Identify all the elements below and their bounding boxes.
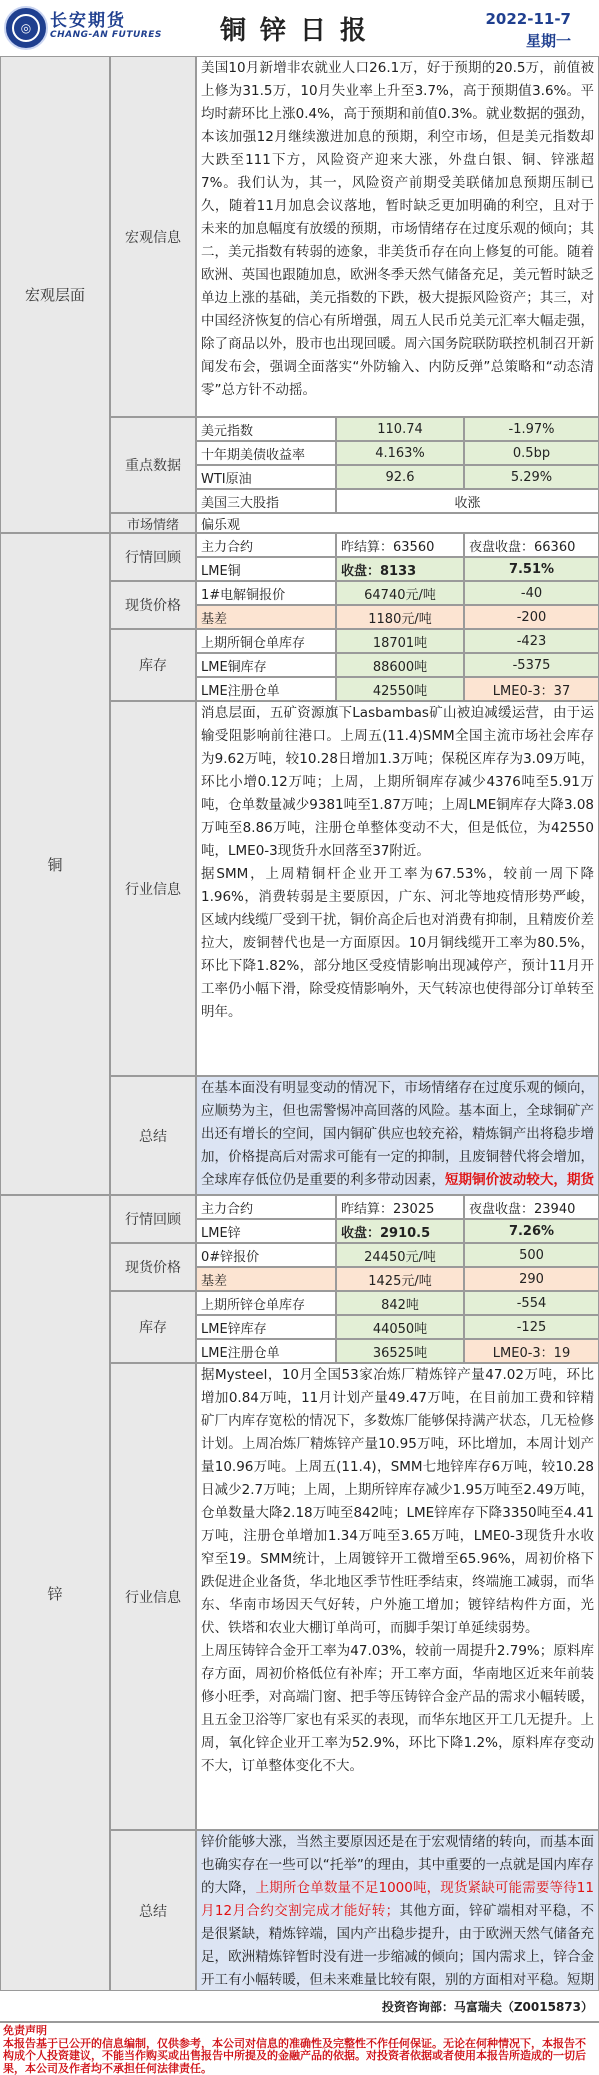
copper-night-close: 夜盘收盘：66360 [464,533,599,557]
copper-inventory-change: LME0-3：37 [464,677,599,701]
copper-summary-block [196,1076,599,1195]
copper-inventory-change: -5375 [464,653,599,677]
copper-industry-text: 消息层面，五矿资源旗下Lasbambas矿山被迫减缓运营，由于运输受阻影响前往港口。上周五(11.4)SMM全国主流市场社会库存为9.62万吨，较10.28日增加1.3万吨；保税区库存为3.09万吨，环比小增0.12万吨；上周，上期所铜库存减少4376吨至5.91万吨，仓单数量减少9381吨至1.87万吨；上周LME铜库存大降3.08万吨至8.86万吨，注册仓单整体变动不大，但是低位，为42550吨，LME0-3现货升水回落至37附近。 据SMM，上周精铜杆企业开工率为67.53%，较前一周下降1.96%，消费转弱是主要原因，广东、河北等地疫情形势严峻，区域内线缆厂受到干扰，铜价高企后也对消费有抑制，且精废价差拉大，废铜替代也是一方面原因。10月铜线缆开工率为80.5%，环比下降1.82%，部分地区受疫情影响出现减停产，预计11月开工率仍小幅下滑，除受疫情影响外，天气转凉也使得部分订单转至明年。 [196,701,599,1076]
zinc-inventory-value: 44050吨 [336,1315,464,1339]
copper-inventory-name: LME铜库存 [196,653,336,677]
copper-inventory-value: 18701吨 [336,629,464,653]
zinc-basis-value: 1425元/吨 [336,1267,464,1291]
logo-emblem-icon: ◎ [12,14,40,42]
zinc-summary-post: 其他方面，锌矿端相对平稳，不是很紧缺，精炼锌端，国内产出稳步提升，由于欧洲天然气储备充足，欧洲精炼锌暂时没有进一步缩减的倾向；国内需求上，锌合金开工有小幅转暖，但未来难量比较有限，别的方面相对平稳。短期 [201,1903,594,1991]
section-macro: 宏观层面 [0,56,110,533]
brand-name-cn: 长安期货 [50,6,126,31]
zinc-inventory-change: LME0-3：19 [464,1339,599,1363]
copper-spot-label: 现货价格 [110,581,196,629]
zinc-industry-label: 行业信息 [110,1363,196,1830]
zinc-summary-highlight: 上期所仓单数量不足1000吨，现货紧缺可能需要等待11月12月合约交割完成才能好转； [201,1880,594,1919]
zinc-lme-label: LME锌 [196,1219,336,1243]
copper-basis-value: 1180元/吨 [336,605,464,629]
report-date-block [485,8,571,52]
macro-key-data-label: 重点数据 [110,417,196,513]
zinc-inventory-name: LME注册仓单 [196,1339,336,1363]
zinc-inventory-change: -125 [464,1315,599,1339]
zinc-review-label: 行情回顾 [110,1195,196,1243]
copper-lme-label: LME铜 [196,557,336,581]
key-data-value: 110.74 [336,417,464,441]
report-title: 铜锌日报 [200,10,400,47]
key-data-change: -1.97% [464,417,599,441]
section-copper: 铜 [0,533,110,1195]
copper-inventory-change: -423 [464,629,599,653]
copper-inventory-label: 库存 [110,629,196,701]
zinc-inventory-name: 上期所锌仓单库存 [196,1291,336,1315]
report-header [0,0,599,58]
copper-inventory-name: LME注册仓单 [196,677,336,701]
copper-main-contract-label: 主力合约 [196,533,336,557]
copper-inventory-value: 88600吨 [336,653,464,677]
key-data-name: 美元指数 [196,417,336,441]
copper-lme-close: 收盘：8133 [336,557,464,581]
copper-inventory-name: 上期所铜仓单库存 [196,629,336,653]
zinc-inventory-name: LME锌库存 [196,1315,336,1339]
copper-spot-change: -40 [464,581,599,605]
zinc-main-contract-label: 主力合约 [196,1195,336,1219]
zinc-basis-name: 基差 [196,1267,336,1291]
macro-info-label: 宏观信息 [110,56,196,417]
section-zinc: 锌 [0,1195,110,1991]
key-data-value: 92.6 [336,465,464,489]
zinc-lme-change: 7.26% [464,1219,599,1243]
copper-basis-change: -200 [464,605,599,629]
zinc-summary-label: 总结 [110,1830,196,1991]
key-data-name: WTI原油 [196,465,336,489]
analyst-contact: 投资咨询部：马富瑞夫（Z0015873） [0,1995,599,2019]
company-logo [4,6,48,50]
disclaimer [0,2021,599,2071]
copper-yesterday-close: 昨结算：63560 [336,533,464,557]
copper-summary-highlight: 短期铜价波动较大，期货 [201,1172,594,1195]
copper-spot-price: 64740元/吨 [336,581,464,605]
zinc-summary-block [196,1830,599,1991]
zinc-industry-text: 据Mysteel，10月全国53家冶炼厂精炼锌产量47.02万吨，环比增加0.84万吨，11月计划产量49.47万吨，在目前加工费和锌精矿厂内库存宽松的情况下，多数炼厂能够保持满产状态，几无检修计划。上周冶炼厂精炼锌产量10.95万吨，环比增加，本周计划产量10.96万吨。上周五(11.4)，SMM七地锌库存6万吨，较10.28日减少2.7万吨；上周，上期所锌库存减少1.95万吨至2.49万吨，仓单数量大降2.18万吨至842吨；LME锌库存下降3350吨至4.41万吨，注册仓单增加1.34万吨至3.65万吨，LME0-3现货升水收窄至19。SMM统计，上周镀锌开工微增至65.96%，周初价格下跌促进企业备货，华北地区季节性旺季结束，终端施工减弱，而华东、华南市场因天气好转，户外施工增加；镀锌结构件方面，光伏、铁塔和农业大棚订单尚可，而脚手架订单延续弱势。 上周压铸锌合金开工率为47.03%，较前一周提升2.79%；原料库存方面，周初价格低位有补库；开工率方面，华南地区近来年前装修小旺季，对高端门窗、把手等压铸锌合金产品的需求小幅转暖，且五金卫浴等厂家也有采买的表现，而华东地区开工几无提升。上周，氧化锌企业开工率为52.9%，环比下降1.2%，原料库存变动不大，订单整体变化不大。 [196,1363,599,1830]
zinc-lme-close: 收盘：2910.5 [336,1219,464,1243]
copper-industry-label: 行业信息 [110,701,196,1076]
market-sentiment-label: 市场情绪 [110,513,196,533]
key-data-change: 0.5bp [464,441,599,465]
disclaimer-text: 本报告基于已公开的信息编制，仅供参考，本公司对信息的准确性及完整性不作任何保证。无论在何种情况下，本报告不构成个人投资建议，不能当作购买或出售报告中所提及的金融产品的依据。对投资者依据或者使用本报告所造成的一切后果，本公司及作者均不承担任何法律责任。 [3,2038,596,2075]
key-data-change: 收涨 [336,489,599,513]
copper-review-label: 行情回顾 [110,533,196,581]
key-data-value: 4.163% [336,441,464,465]
zinc-basis-change: 290 [464,1267,599,1291]
zinc-inventory-value: 36525吨 [336,1339,464,1363]
market-sentiment-value: 偏乐观 [196,513,599,533]
copper-summary-label: 总结 [110,1076,196,1195]
brand-name-en: CHANG-AN FUTURES [50,30,162,40]
report-weekday: 星期一 [485,30,571,52]
zinc-night-close: 夜盘收盘：23940 [464,1195,599,1219]
disclaimer-title: 免责声明 [3,2025,596,2038]
key-data-name: 十年期美债收益率 [196,441,336,465]
zinc-spot-change: 500 [464,1243,599,1267]
copper-summary-text: 在基本面没有明显变动的情况下，市场情绪存在过度乐观的倾向，应顺势为主，但也需警惕冲高回落的风险。基本面上，全球铜矿产出还有增长的空间，国内铜矿供应也较充裕，精炼铜产出将稳步增加，价格提高后对需求可能有一定的抑制，且废铜替代将会增加，全球库存低位仍是重要的利多带动因素， [201,1080,594,1188]
report-date: 2022-11-7 [485,8,571,30]
copper-inventory-value: 42550吨 [336,677,464,701]
zinc-inventory-value: 842吨 [336,1291,464,1315]
zinc-spot-price: 24450元/吨 [336,1243,464,1267]
zinc-inventory-label: 库存 [110,1291,196,1363]
macro-info-text: 美国10月新增非农就业人口26.1万，好于预期的20.5万，前值被上修为31.5万，10月失业率上升至3.7%，高于预期值3.6%。平均时薪环比上涨0.4%，高于预期和前值0.3%。就业数据的强劲，本该加强12月继续激进加息的预期，利空市场，但是美元指数却大跌至111下方，风险资产迎来大涨，外盘白银、铜、锌涨超7%。我们认为，其一，风险资产前期受美联储加息预期压制已久，随着11月加息会议落地，暂时缺乏更加明确的利空，且对于未来的加息幅度有放缓的预期，市场情绪存在过度乐观的倾向；其二，美元指数有转弱的迹象，非美货币存在向上修复的可能。随着欧洲、英国也跟随加息，欧洲冬季天然气储备充足，美元暂时缺乏单边上涨的基础，美元指数的下跌，极大提振风险资产；其三，对中国经济恢复的信心有所增强，周五人民币兑美元汇率大幅走强，除了商品以外，股市也出现回暖。周六国务院联防联控机制召开新闻发布会，强调全面落实“外防输入、内防反弹”总策略和“动态清零”总方针不动摇。 [196,56,599,417]
copper-spot-name: 1#电解铜报价 [196,581,336,605]
key-data-name: 美国三大股指 [196,489,336,513]
zinc-yesterday-close: 昨结算：23025 [336,1195,464,1219]
zinc-spot-name: 0#锌报价 [196,1243,336,1267]
copper-lme-change: 7.51% [464,557,599,581]
key-data-change: 5.29% [464,465,599,489]
zinc-spot-label: 现货价格 [110,1243,196,1291]
zinc-summary-pre: 锌价能够大涨，当然主要原因还是在于宏观情绪的转向，而基本面也确实存在一些可以“托举”的理由，其中重要的一点就是国内库存的大降， [201,1834,594,1896]
zinc-inventory-change: -554 [464,1291,599,1315]
copper-basis-name: 基差 [196,605,336,629]
